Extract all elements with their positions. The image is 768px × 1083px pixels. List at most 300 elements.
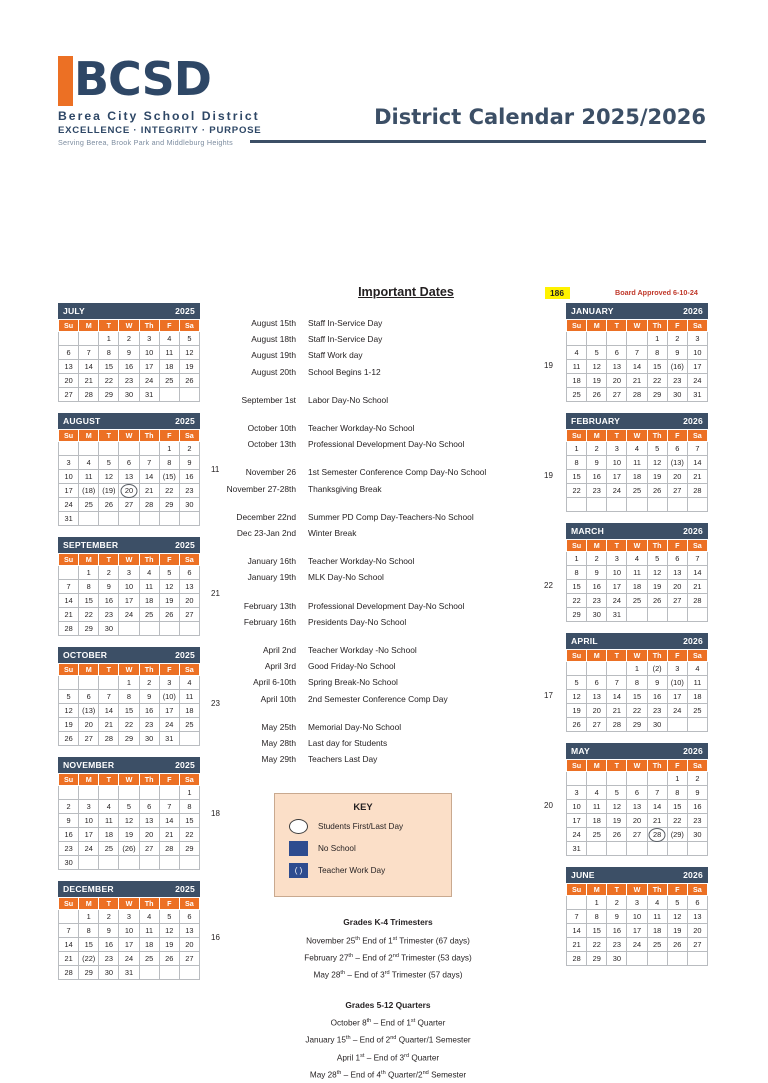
day-cell[interactable] [119,388,139,402]
day-cell[interactable] [79,924,99,938]
day-cell[interactable] [119,800,139,814]
day-cell[interactable] [159,718,179,732]
day-cell[interactable] [587,690,607,704]
day-cell[interactable] [667,924,687,938]
day-cell[interactable] [647,580,667,594]
day-cell[interactable] [79,498,99,512]
day-cell[interactable] [159,360,179,374]
day-cell[interactable] [567,456,587,470]
day-cell[interactable] [59,360,79,374]
day-cell[interactable] [179,718,199,732]
day-cell[interactable] [179,704,199,718]
day-cell[interactable] [179,580,199,594]
day-cell[interactable] [627,346,647,360]
day-cell[interactable] [627,552,647,566]
day-cell[interactable] [179,374,199,388]
day-cell[interactable] [567,842,587,856]
day-cell[interactable] [567,910,587,924]
day-cell[interactable] [667,676,687,690]
day-cell[interactable] [139,910,159,924]
day-cell[interactable] [159,566,179,580]
day-cell[interactable] [607,580,627,594]
day-cell[interactable] [139,732,159,746]
day-cell[interactable] [567,800,587,814]
day-cell[interactable] [587,924,607,938]
day-cell[interactable] [567,470,587,484]
day-cell[interactable] [647,442,667,456]
day-cell[interactable] [79,566,99,580]
day-cell[interactable] [79,732,99,746]
day-cell[interactable] [99,622,119,636]
day-cell[interactable] [79,470,99,484]
day-cell[interactable] [79,346,99,360]
day-cell[interactable] [119,594,139,608]
day-cell[interactable] [607,896,627,910]
day-cell[interactable] [119,580,139,594]
day-cell[interactable] [647,360,667,374]
day-cell[interactable] [667,552,687,566]
day-cell[interactable] [647,346,667,360]
day-cell[interactable] [607,374,627,388]
day-cell[interactable] [627,374,647,388]
day-cell[interactable] [139,580,159,594]
day-cell[interactable] [79,690,99,704]
day-cell[interactable] [179,360,199,374]
day-cell[interactable] [627,924,647,938]
day-cell[interactable] [687,938,707,952]
day-cell[interactable] [159,484,179,498]
day-cell[interactable] [59,456,79,470]
day-cell[interactable] [179,442,199,456]
day-cell[interactable] [79,456,99,470]
day-cell[interactable] [607,690,627,704]
day-cell[interactable] [99,470,119,484]
day-cell[interactable] [99,346,119,360]
day-cell[interactable] [59,966,79,980]
day-cell[interactable] [687,456,707,470]
day-cell[interactable] [79,814,99,828]
day-cell[interactable] [59,842,79,856]
day-cell[interactable] [607,786,627,800]
day-cell[interactable] [59,814,79,828]
day-cell[interactable] [79,360,99,374]
day-cell[interactable] [99,718,119,732]
day-cell[interactable] [607,360,627,374]
day-cell[interactable] [179,786,199,800]
day-cell[interactable] [119,346,139,360]
day-cell[interactable] [587,594,607,608]
day-cell[interactable] [99,690,119,704]
day-cell[interactable] [627,594,647,608]
day-cell[interactable] [627,470,647,484]
day-cell[interactable] [99,732,119,746]
day-cell[interactable] [59,512,79,526]
day-cell[interactable] [567,484,587,498]
day-cell[interactable] [179,594,199,608]
day-cell[interactable] [99,374,119,388]
day-cell[interactable] [667,332,687,346]
day-cell[interactable] [79,952,99,966]
day-cell[interactable] [139,704,159,718]
day-cell[interactable] [647,374,667,388]
day-cell[interactable] [139,842,159,856]
day-cell[interactable] [667,456,687,470]
day-cell[interactable] [139,374,159,388]
day-cell[interactable] [59,484,79,498]
day-cell[interactable] [627,910,647,924]
day-cell[interactable] [587,676,607,690]
day-cell[interactable] [99,924,119,938]
day-cell[interactable] [159,952,179,966]
day-cell[interactable] [179,938,199,952]
day-cell[interactable] [687,814,707,828]
day-cell[interactable] [139,608,159,622]
day-cell[interactable] [99,498,119,512]
day-cell[interactable] [607,828,627,842]
day-cell[interactable] [99,608,119,622]
day-cell[interactable] [79,374,99,388]
day-cell[interactable] [159,442,179,456]
day-cell[interactable] [139,594,159,608]
day-cell[interactable] [139,952,159,966]
day-cell[interactable] [179,952,199,966]
day-cell[interactable] [647,566,667,580]
day-cell[interactable] [627,388,647,402]
day-cell[interactable] [79,800,99,814]
day-cell[interactable] [119,910,139,924]
day-cell[interactable] [59,374,79,388]
day-cell[interactable] [687,662,707,676]
day-cell[interactable] [79,388,99,402]
day-cell[interactable] [667,772,687,786]
day-cell[interactable] [687,828,707,842]
day-cell[interactable] [119,718,139,732]
day-cell[interactable] [179,332,199,346]
day-cell[interactable] [687,388,707,402]
day-cell[interactable] [607,910,627,924]
day-cell[interactable] [667,828,687,842]
day-cell[interactable] [587,470,607,484]
day-cell[interactable] [687,374,707,388]
day-cell[interactable] [59,580,79,594]
day-cell[interactable] [179,924,199,938]
day-cell[interactable] [607,594,627,608]
day-cell[interactable] [607,484,627,498]
day-cell[interactable] [59,622,79,636]
day-cell[interactable] [79,484,99,498]
day-cell[interactable] [587,896,607,910]
day-cell[interactable] [607,938,627,952]
day-cell[interactable] [627,456,647,470]
day-cell[interactable] [119,360,139,374]
day-cell[interactable] [99,360,119,374]
day-cell[interactable] [607,814,627,828]
day-cell[interactable] [79,910,99,924]
day-cell[interactable] [627,814,647,828]
day-cell[interactable] [587,580,607,594]
day-cell[interactable] [667,896,687,910]
day-cell[interactable] [139,332,159,346]
day-cell[interactable] [667,814,687,828]
day-cell[interactable] [607,676,627,690]
day-cell[interactable] [119,498,139,512]
day-cell[interactable] [687,566,707,580]
day-cell[interactable] [179,484,199,498]
day-cell[interactable] [607,552,627,566]
day-cell[interactable] [647,924,667,938]
day-cell[interactable] [567,676,587,690]
day-cell[interactable] [667,388,687,402]
day-cell[interactable] [647,814,667,828]
day-cell[interactable] [647,676,667,690]
day-cell[interactable] [139,470,159,484]
day-cell[interactable] [567,346,587,360]
day-cell[interactable] [79,594,99,608]
day-cell[interactable] [587,704,607,718]
day-cell[interactable] [59,924,79,938]
day-cell[interactable] [179,814,199,828]
day-cell[interactable] [119,924,139,938]
day-cell[interactable] [647,388,667,402]
day-cell[interactable] [667,938,687,952]
day-cell[interactable] [607,704,627,718]
day-cell[interactable] [119,966,139,980]
day-cell[interactable] [79,842,99,856]
day-cell[interactable] [627,896,647,910]
day-cell[interactable] [159,594,179,608]
day-cell[interactable] [647,470,667,484]
day-cell[interactable] [159,374,179,388]
day-cell[interactable] [587,374,607,388]
day-cell[interactable] [567,786,587,800]
day-cell[interactable] [687,772,707,786]
day-cell[interactable] [587,814,607,828]
day-cell[interactable] [567,360,587,374]
day-cell[interactable] [687,552,707,566]
day-cell[interactable] [159,580,179,594]
day-cell[interactable] [139,676,159,690]
day-cell[interactable] [99,814,119,828]
day-cell[interactable] [667,346,687,360]
day-cell[interactable] [79,828,99,842]
day-cell[interactable] [159,498,179,512]
day-cell[interactable] [59,938,79,952]
day-cell[interactable] [79,938,99,952]
day-cell[interactable] [119,704,139,718]
day-cell[interactable] [179,498,199,512]
day-cell[interactable] [59,952,79,966]
day-cell[interactable] [567,814,587,828]
day-cell[interactable] [627,938,647,952]
day-cell[interactable] [99,332,119,346]
day-cell[interactable] [587,360,607,374]
day-cell[interactable] [159,800,179,814]
day-cell[interactable] [567,552,587,566]
day-cell[interactable] [99,580,119,594]
day-cell[interactable] [567,704,587,718]
day-cell[interactable] [587,456,607,470]
day-cell[interactable] [99,910,119,924]
day-cell[interactable] [647,786,667,800]
day-cell[interactable] [59,704,79,718]
day-cell[interactable] [667,690,687,704]
day-cell[interactable] [687,442,707,456]
day-cell[interactable] [59,856,79,870]
day-cell[interactable] [567,828,587,842]
day-cell[interactable] [687,332,707,346]
day-cell[interactable] [119,828,139,842]
day-cell[interactable] [627,786,647,800]
day-cell[interactable] [627,676,647,690]
day-cell[interactable] [99,704,119,718]
day-cell[interactable] [99,800,119,814]
day-cell[interactable] [567,594,587,608]
day-cell[interactable] [567,952,587,966]
day-cell[interactable] [687,690,707,704]
day-cell[interactable] [159,690,179,704]
day-cell[interactable] [647,552,667,566]
day-cell[interactable] [119,332,139,346]
day-cell[interactable] [567,442,587,456]
day-cell[interactable] [687,594,707,608]
day-cell[interactable] [687,704,707,718]
day-cell[interactable] [687,896,707,910]
day-cell[interactable] [79,966,99,980]
day-cell[interactable] [139,566,159,580]
day-cell[interactable] [179,346,199,360]
day-cell[interactable] [667,910,687,924]
day-cell[interactable] [647,662,667,676]
day-cell[interactable] [647,690,667,704]
day-cell[interactable] [99,828,119,842]
day-cell[interactable] [567,566,587,580]
day-cell[interactable] [119,690,139,704]
day-cell[interactable] [79,580,99,594]
day-cell[interactable] [647,594,667,608]
day-cell[interactable] [179,470,199,484]
day-cell[interactable] [59,608,79,622]
day-cell[interactable] [59,718,79,732]
day-cell[interactable] [627,580,647,594]
day-cell[interactable] [667,580,687,594]
day-cell[interactable] [139,690,159,704]
day-cell[interactable] [687,470,707,484]
day-cell[interactable] [587,388,607,402]
day-cell[interactable] [587,346,607,360]
day-cell[interactable] [627,718,647,732]
day-cell[interactable] [567,388,587,402]
day-cell[interactable] [79,622,99,636]
day-cell[interactable] [159,470,179,484]
day-cell[interactable] [667,704,687,718]
day-cell[interactable] [159,332,179,346]
day-cell[interactable] [667,442,687,456]
day-cell[interactable] [99,594,119,608]
day-cell[interactable] [99,952,119,966]
day-cell[interactable] [567,924,587,938]
day-cell[interactable] [587,566,607,580]
day-cell[interactable] [607,388,627,402]
day-cell[interactable] [667,566,687,580]
day-cell[interactable] [179,910,199,924]
day-cell[interactable] [159,842,179,856]
day-cell[interactable] [567,374,587,388]
day-cell[interactable] [667,360,687,374]
day-cell[interactable] [159,456,179,470]
day-cell[interactable] [119,566,139,580]
day-cell[interactable] [587,938,607,952]
day-cell[interactable] [587,718,607,732]
day-cell[interactable] [179,676,199,690]
day-cell[interactable] [627,442,647,456]
day-cell[interactable] [667,470,687,484]
day-cell[interactable] [647,332,667,346]
day-cell[interactable] [179,828,199,842]
day-cell[interactable] [59,800,79,814]
day-cell[interactable] [159,676,179,690]
day-cell[interactable] [159,346,179,360]
day-cell[interactable] [159,938,179,952]
day-cell[interactable] [647,800,667,814]
day-cell[interactable] [59,828,79,842]
day-cell[interactable] [59,690,79,704]
day-cell[interactable] [139,800,159,814]
day-cell[interactable] [159,924,179,938]
day-cell[interactable] [119,732,139,746]
day-cell[interactable] [627,566,647,580]
day-cell[interactable] [567,580,587,594]
day-cell[interactable] [587,484,607,498]
day-cell[interactable] [59,346,79,360]
day-cell[interactable] [627,828,647,842]
day-cell[interactable] [159,704,179,718]
day-cell[interactable] [139,360,159,374]
day-cell[interactable] [687,676,707,690]
day-cell[interactable] [627,484,647,498]
day-cell[interactable] [667,484,687,498]
day-cell[interactable] [139,924,159,938]
day-cell[interactable] [627,662,647,676]
day-cell[interactable] [627,690,647,704]
day-cell[interactable] [139,484,159,498]
day-cell[interactable] [179,456,199,470]
day-cell[interactable] [159,608,179,622]
day-cell[interactable] [179,800,199,814]
day-cell[interactable] [647,718,667,732]
day-cell[interactable] [139,814,159,828]
day-cell[interactable] [567,608,587,622]
day-cell[interactable] [59,388,79,402]
day-cell[interactable] [667,594,687,608]
day-cell[interactable] [119,938,139,952]
day-cell[interactable] [567,938,587,952]
day-cell[interactable] [567,690,587,704]
day-cell[interactable] [179,690,199,704]
day-cell[interactable] [627,800,647,814]
day-cell[interactable] [587,910,607,924]
day-cell[interactable] [119,484,139,498]
day-cell[interactable] [647,910,667,924]
day-cell[interactable] [687,580,707,594]
day-cell[interactable] [99,842,119,856]
day-cell[interactable] [79,608,99,622]
day-cell[interactable] [587,786,607,800]
day-cell[interactable] [607,608,627,622]
day-cell[interactable] [119,470,139,484]
day-cell[interactable] [79,704,99,718]
day-cell[interactable] [647,456,667,470]
day-cell[interactable] [667,662,687,676]
